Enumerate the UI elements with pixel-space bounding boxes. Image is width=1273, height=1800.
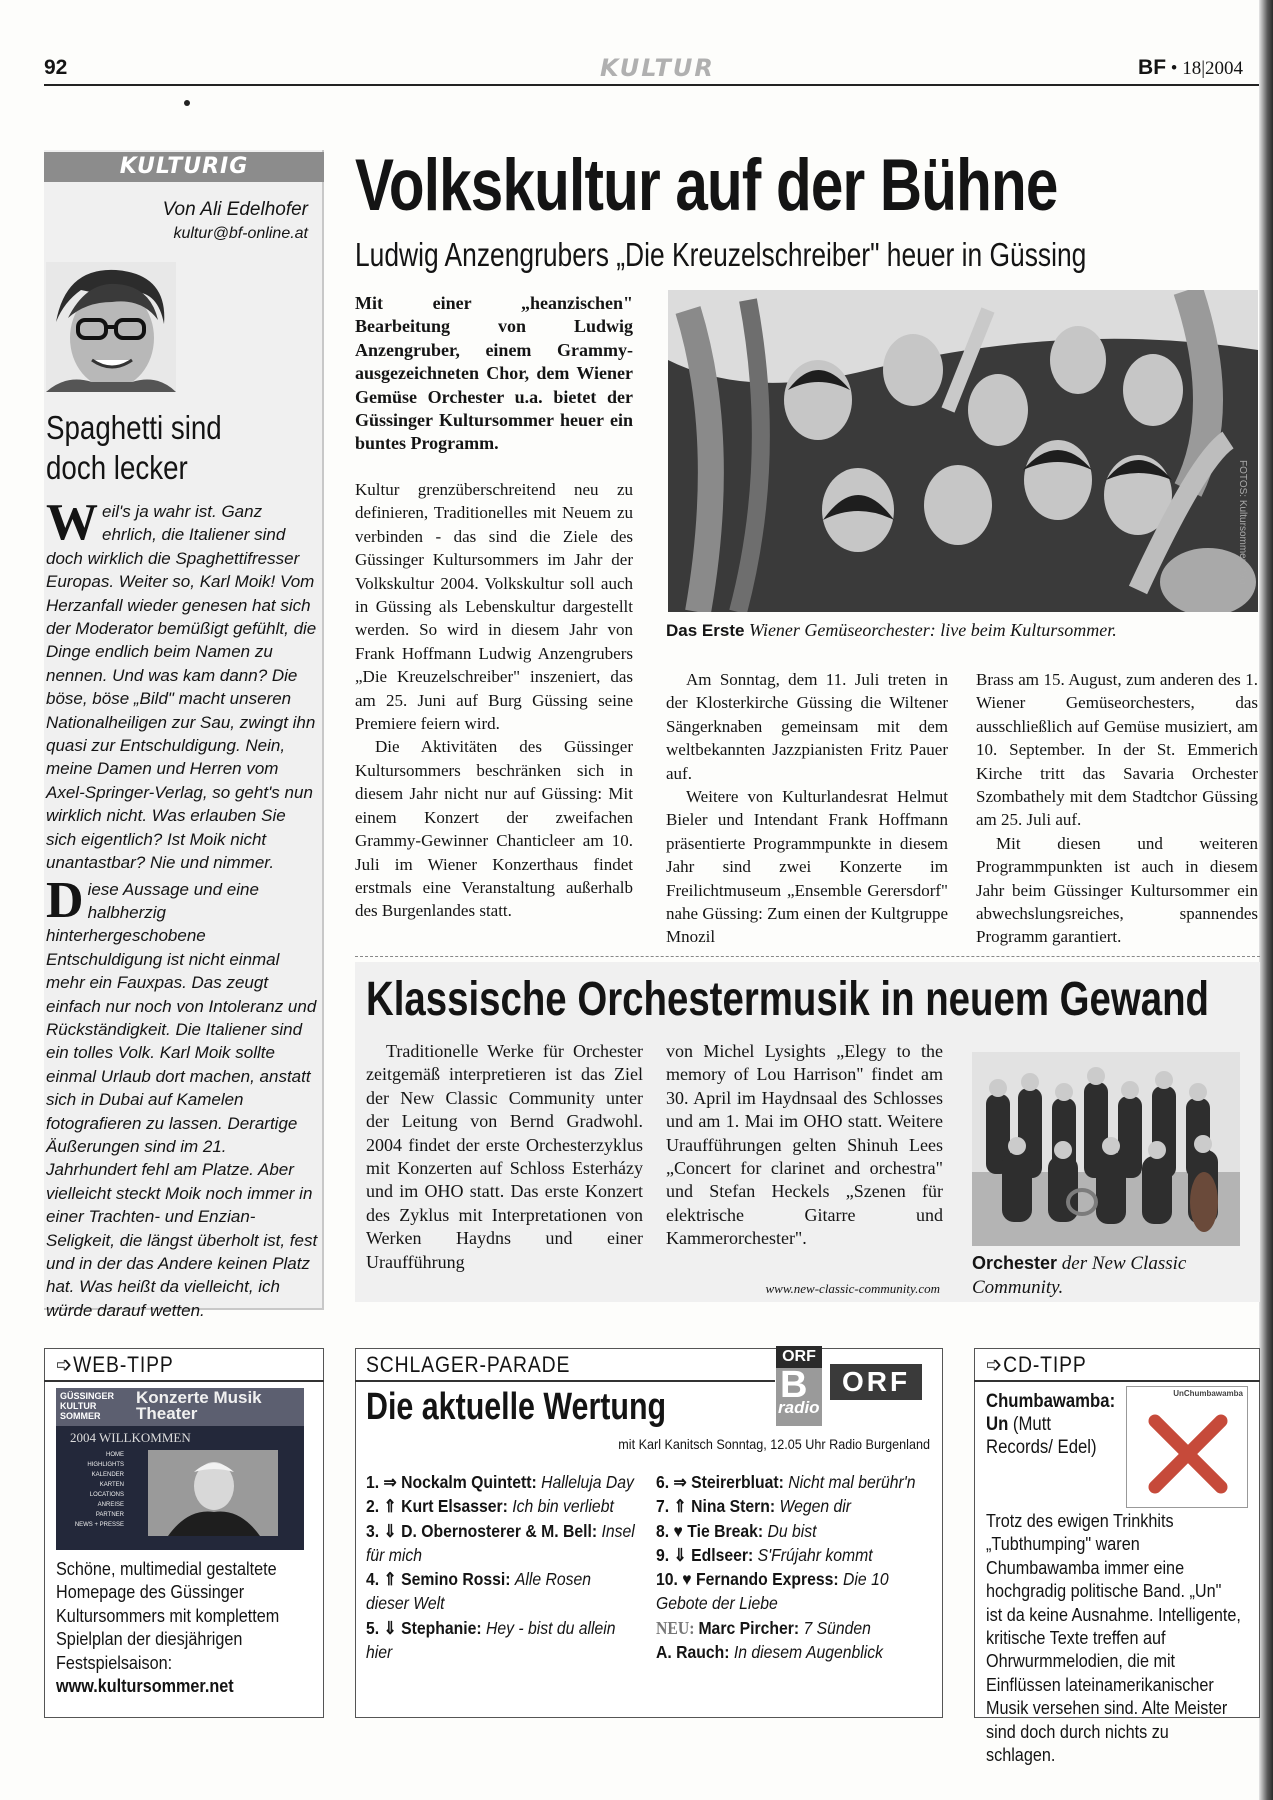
caption-text: der New Classic Community. bbox=[972, 1253, 1187, 1298]
drop-cap: D bbox=[46, 871, 84, 929]
trend-icon: ⇒ bbox=[383, 1472, 397, 1492]
caption-bold: Orchester bbox=[972, 1253, 1058, 1273]
web-tipp-text bbox=[56, 1558, 286, 1698]
chart-entry bbox=[656, 1640, 926, 1664]
cd-cover-text: UnChumbawamba bbox=[1173, 1389, 1243, 1398]
trend-icon: ⇑ bbox=[383, 1569, 397, 1590]
chamber-orchestra-photo bbox=[972, 1052, 1240, 1246]
cd-artist: Chumbawamba: bbox=[986, 1391, 1116, 1412]
article-separator bbox=[355, 956, 1260, 957]
article2-title: Klassische Orchestermusik in neuem Gewand bbox=[366, 973, 1209, 1026]
article-body-left bbox=[355, 478, 633, 923]
chart-song: Du bist bbox=[767, 1520, 817, 1541]
trend-icon: ⇓ bbox=[383, 1617, 397, 1638]
web-tipp-label: ➩WEB-TIPP bbox=[56, 1352, 174, 1377]
chart-artist: Steirerbluat: bbox=[686, 1472, 789, 1492]
arrow-right-icon: ➩ bbox=[986, 1352, 1004, 1377]
caption-bold: Das Erste bbox=[666, 621, 745, 640]
cd-cover bbox=[1126, 1386, 1248, 1508]
trend-icon: ⇑ bbox=[673, 1496, 687, 1517]
caption-text: Wiener Gemüseorchester: live beim Kultursommer. bbox=[748, 620, 1117, 640]
chart-song: Alle Rosen dieser Welt bbox=[366, 1569, 592, 1614]
chart-rank: 10. bbox=[656, 1569, 683, 1590]
cross-icon bbox=[1127, 1387, 1249, 1509]
header-rule bbox=[44, 84, 1259, 86]
column-byline bbox=[60, 198, 308, 246]
chart-list-right bbox=[656, 1470, 926, 1664]
article2-url: www.new-classic-community.com bbox=[765, 1281, 940, 1296]
article-paragraph: Die Aktivitäten des Güssinger Kultursommers beschränken sich in diesem Jahr nicht nur auf Güssing: Mit einem Konzert der zweifachen Grammy-Gewinner Chanticleer am 10. Juli im Wiener Konzerthaus findet erstmals eine Veranstaltung außerhalb des Burgenlandes statt. bbox=[355, 737, 633, 921]
chart-song: Insel für mich bbox=[366, 1520, 635, 1565]
publication-name: BF bbox=[1138, 56, 1167, 79]
article-paragraph: Am Sonntag, dem 11. Juli treten in der Klosterkirche Güssing die Wiltener Sängerknaben gemeinsam mit dem weltbekannten Jazzpianisten Fritz Pauer auf. bbox=[666, 670, 948, 783]
schlager-subtitle: mit Karl Kanitsch Sonntag, 12.05 Uhr Radio Burgenland bbox=[618, 1436, 930, 1452]
chart-artist: Kurt Elsasser: bbox=[396, 1496, 513, 1517]
website-menu-item: KALENDER bbox=[91, 1472, 124, 1478]
web-tipp-rule bbox=[44, 1380, 324, 1382]
website-menu-item: HOME bbox=[106, 1452, 124, 1458]
article2-caption bbox=[972, 1252, 1242, 1300]
chart-artist: D. Obernosterer & M. Bell: bbox=[396, 1520, 602, 1541]
cd-tipp-rule bbox=[974, 1380, 1260, 1382]
chart-song: Halleluja Day bbox=[541, 1472, 634, 1492]
chart-entry bbox=[366, 1567, 636, 1616]
chart-song: Nicht mal berühr'n bbox=[788, 1472, 916, 1492]
chart-artist: Marc Pircher: bbox=[698, 1617, 804, 1638]
page-edge-shadow bbox=[1259, 0, 1273, 1800]
website-menu-item: PARTNER bbox=[95, 1512, 124, 1518]
chart-song: Ich bin verliebt bbox=[512, 1496, 614, 1517]
article-title: Volkskultur auf der Bühne bbox=[355, 145, 1058, 226]
chart-entry bbox=[656, 1519, 926, 1543]
chart-rank: 5. bbox=[366, 1617, 384, 1638]
article-lead: Mit einer „heanzischen" Bearbeitung von Ludwig Anzengruber, einem Grammy-ausgezeichneten Chor, dem Wiener Gemüse Orchester u.a. bietet der Güssinger Kultursommer heuer ein buntes Programm. bbox=[355, 293, 633, 454]
column-title: KULTURIG bbox=[44, 152, 324, 182]
trend-icon: ⇒ bbox=[673, 1472, 687, 1492]
chart-song: 7 Sünden bbox=[803, 1617, 871, 1638]
chart-entry bbox=[656, 1470, 926, 1494]
article-paragraph: Weitere von Kulturlandesrat Helmut Bieler und Intendant Frank Hoffmann präsentierte Programmpunkte in diesem Jahr sind zwei Konzerte im Freilichtmuseum „Ensemble Gerersdorf" nahe Güssing: Zum einen der Kultgruppe Mnozil bbox=[666, 787, 948, 947]
chart-entry bbox=[366, 1616, 636, 1665]
drop-cap: W bbox=[46, 494, 98, 551]
column-email: kultur@bf-online.at bbox=[173, 225, 308, 242]
article2-column-1: Traditionelle Werke für Orchester zeitgemäß interpretieren ist das Ziel der New Classic Community unter der Leitung von Bernd Gradwohl. 2004 findet der erste Orchesterzyklus mit Konzerten auf Schloss Esterházy und im OHO statt. Das erste Konzert des Zyklus mit Interpretationen von Werken Haydns und einer Uraufführung bbox=[366, 1041, 643, 1272]
cd-title bbox=[986, 1390, 1116, 1459]
article2-column-2: von Michel Lysights „Elegy to the memory of Lou Harrison" findet am 30. April im Haydnsaal des Schlosses und am 1. Mai im OHO statt. Weitere Uraufführungen gelten Shinuh Lees „Concert for clarinet and orchestra" und Stefan Heckels „Szenen für elektrische Gitarre und Kammerorchester". bbox=[666, 1041, 943, 1249]
chart-artist: Edlseer: bbox=[686, 1544, 758, 1565]
chart-rank: 2. bbox=[366, 1496, 384, 1517]
website-menu bbox=[64, 1450, 124, 1530]
website-menu-item: HIGHLIGHTS bbox=[87, 1462, 124, 1468]
schlager-label: SCHLAGER-PARADE bbox=[366, 1352, 571, 1377]
chart-entry bbox=[656, 1616, 926, 1640]
trend-icon: ⇓ bbox=[673, 1544, 687, 1565]
page-number: 92 bbox=[44, 56, 68, 79]
bullet-dot bbox=[184, 100, 190, 106]
issue-info: BF • 18|2004 bbox=[1138, 56, 1243, 79]
article-paragraph: Brass am 15. August, zum anderen des 1. Wiener Gemüseorchesters, das ausschließlich auf Gemüse musiziert, am 10. September. In der St. Emmerich Kirche tritt das Savaria Orchester Szombathely mit dem Stadtchor Güssing am 25. Juli auf. bbox=[976, 670, 1258, 830]
website-screenshot bbox=[56, 1388, 304, 1550]
chart-song: S'Frújahr kommt bbox=[757, 1544, 873, 1565]
article-paragraph: Mit diesen und weiteren Programmpunkten ist auch in diesem Jahr beim Güssinger Kultursommer ein abwechslungsreiches, spannendes Programm garantiert. bbox=[976, 833, 1258, 947]
chart-entry bbox=[366, 1519, 636, 1568]
photo-caption bbox=[666, 620, 1266, 641]
schlager-rule bbox=[355, 1380, 775, 1382]
column-text bbox=[46, 494, 318, 1322]
issue-number: 18|2004 bbox=[1182, 58, 1243, 79]
chart-rank: 4. bbox=[366, 1569, 384, 1590]
website-logo: GÜSSINGER KULTUR SOMMER bbox=[60, 1391, 115, 1421]
chart-artist: Tie Break: bbox=[682, 1520, 768, 1541]
chart-entry bbox=[656, 1567, 926, 1616]
chart-entry bbox=[656, 1494, 926, 1518]
web-tipp-url[interactable]: www.kultursommer.net bbox=[56, 1676, 234, 1697]
website-menu-item: KARTEN bbox=[99, 1482, 124, 1488]
chart-song: Wegen dir bbox=[779, 1496, 852, 1517]
article-subtitle: Ludwig Anzengrubers „Die Kreuzelschreiber" heuer in Güssing bbox=[355, 236, 1087, 273]
chart-rank: 9. bbox=[656, 1544, 674, 1565]
schlager-title: Die aktuelle Wertung bbox=[366, 1386, 667, 1428]
chart-artist: Nockalm Quintett: bbox=[396, 1472, 542, 1492]
chart-song: Hey - bist du allein hier bbox=[366, 1617, 616, 1663]
trend-icon: ♥ bbox=[673, 1520, 683, 1541]
chart-rank: 3. bbox=[366, 1520, 384, 1541]
chart-list-left bbox=[366, 1470, 636, 1664]
chart-song: In diesem Augenblick bbox=[733, 1642, 884, 1663]
column-author: Von Ali Edelhofer bbox=[162, 199, 308, 220]
chart-artist: Semino Rossi: bbox=[396, 1569, 515, 1590]
chart-rank: NEU: bbox=[656, 1617, 699, 1638]
trend-icon: ♥ bbox=[682, 1569, 692, 1590]
web-tipp-description: Schöne, multimedial gestaltete Homepage des Güssinger Kultursommers mit komplettem Spielplan der diesjährigen Festspielsaison: bbox=[56, 1559, 280, 1673]
article-body-middle bbox=[666, 668, 948, 949]
orchestra-photo bbox=[668, 290, 1258, 612]
column-paragraph: eil's ja wahr ist. Ganz ehrlich, die Italiener sind doch wirklich die Spaghettifresser Europas. Weiter so, Karl Moik! Vom Herzanfall wieder genesen hat sich der Moderator bemüßigt gefühlt, die Dinge endlich beim Namen zu nennen. Und was kam dann? Die böse, böse „Bild" macht unseren Nationalheiligen zur Sau, zwingt ihn quasi zur Entschuldigung. Nein, meine Damen und Herren vom Axel-Springer-Verlag, so geht's nun wirklich nicht. Was erlauben Sie sich eigentlich? Ist Moik nicht unantastbar? Nie und nimmer. bbox=[46, 502, 317, 873]
chart-artist: Nina Stern: bbox=[686, 1496, 780, 1517]
chart-rank: 7. bbox=[656, 1496, 674, 1517]
chart-entry bbox=[656, 1543, 926, 1567]
cd-label: (Mutt Records/ Edel) bbox=[986, 1414, 1097, 1458]
orf-logo: ORF B radio ORF bbox=[776, 1346, 926, 1426]
website-menu-item: LOCATIONS bbox=[89, 1492, 124, 1498]
website-photo bbox=[148, 1450, 278, 1536]
chart-entry bbox=[366, 1470, 636, 1494]
column-headline: Spaghetti sind doch lecker bbox=[46, 409, 222, 486]
author-portrait bbox=[46, 262, 176, 392]
chart-artist: Fernando Express: bbox=[691, 1569, 844, 1590]
chart-artist: Stephanie: bbox=[396, 1617, 486, 1638]
cd-album: Un bbox=[986, 1414, 1009, 1435]
column-paragraph: iese Aussage und eine halbherzig hinterhergeschobene Entschuldigung ist nicht einmal mehr ein Fauxpas. Das zeugt einfach nur noch von Intoleranz und Rückständigkeit. Die Italiener sind ein tolles Volk. Karl Moik sollte einmal Urlaub dort machen, anstatt sich in Dubai auf Kamelen fotografieren zu lassen. Derartige Äußerungen sind im 21. Jahrhundert fehl am Platze. Aber vielleicht steckt Moik noch immer in einer Trachten- und Enzian-Seligkeit, die längst überholt ist, fest und in der das Andere keinen Platz hat. Was heißt da vielleicht, ich würde darauf wetten. bbox=[46, 879, 318, 1320]
chart-rank: 6. bbox=[656, 1472, 674, 1492]
chart-artist: A. Rauch: bbox=[656, 1642, 734, 1663]
website-banner: Konzerte Musik Theater bbox=[136, 1388, 262, 1423]
photo-credit: FOTOS: Kultursommer, zVg bbox=[1237, 460, 1248, 585]
trend-icon: ⇑ bbox=[383, 1496, 397, 1517]
article-body-right bbox=[976, 668, 1258, 949]
chart-song: Die 10 Gebote der Liebe bbox=[656, 1569, 889, 1614]
chart-rank: 8. bbox=[656, 1520, 674, 1541]
arrow-right-icon: ➩ bbox=[56, 1352, 74, 1377]
website-menu-item: NEWS + PRESSE bbox=[74, 1522, 124, 1528]
cd-review-text: Trotz des ewigen Trinkhits „Tubthumping" waren Chumbawamba immer eine hochgradig politische Band. „Un" ist da keine Ausnahme. Intelligente, kritische Texte treffen auf Ohrwurmmelodien, die mit Einflüssen lateinamerikanischer Musik versehen sind. Alte Meister sind doch durch nichts zu schlagen. bbox=[986, 1511, 1241, 1766]
article-paragraph: Kultur grenzüberschreitend neu zu definieren, Traditionelles mit Neuem zu verbinden - das sind die Ziele des Güssinger Kultursommers im Jahr der Volkskultur 2004. Volkskultur soll auch in Güssing als Lebenskultur dargestellt werden. So wird in diesem Jahr von Frank Hoffmann Ludwig Anzengrubers „Die Kreuzelschreiber" inszeniert, das am 25. Juni auf Burg Güssing seine Premiere feiern wird. bbox=[355, 480, 633, 734]
website-welcome: 2004 WILLKOMMEN bbox=[70, 1430, 191, 1445]
cd-tipp-label: ➩CD-TIPP bbox=[986, 1352, 1087, 1377]
chart-entry bbox=[366, 1494, 636, 1518]
website-menu-item: ANREISE bbox=[97, 1502, 124, 1508]
section-title: KULTUR bbox=[600, 54, 715, 82]
chart-rank: 1. bbox=[366, 1472, 384, 1492]
trend-icon: ⇓ bbox=[383, 1520, 397, 1541]
